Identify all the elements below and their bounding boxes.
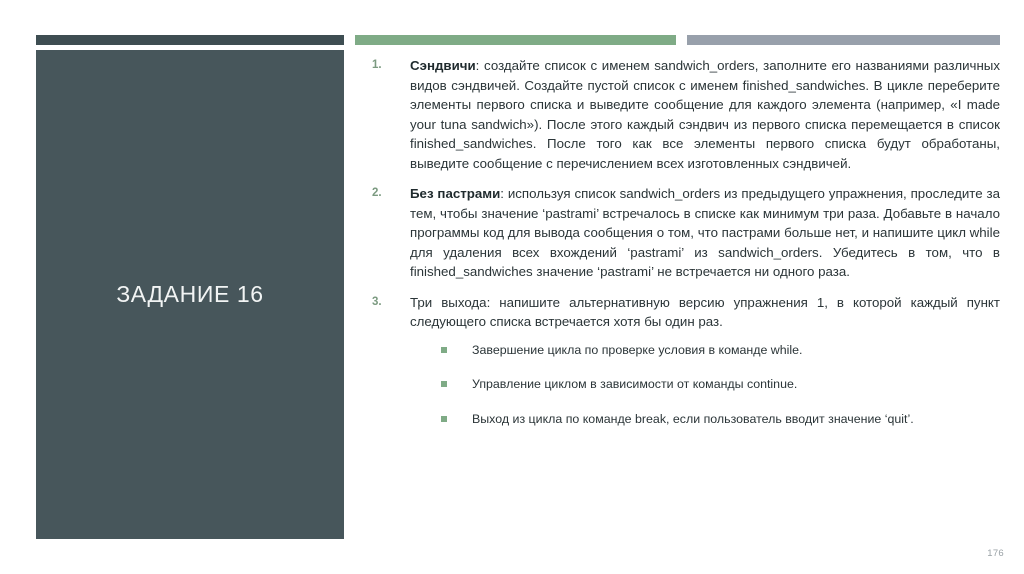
decor-bar-dark <box>36 35 344 45</box>
decor-bar-gray <box>687 35 1000 45</box>
list-item <box>366 184 1000 282</box>
sub-item-text: Завершение цикла по проверке условия в команде while. <box>472 342 803 357</box>
page-title: ЗАДАНИЕ 16 <box>116 280 264 307</box>
title-panel <box>36 50 344 539</box>
sub-bullet-list <box>410 342 1000 428</box>
item-lead: Без пастрами <box>410 186 501 202</box>
sub-list-item <box>410 411 1000 428</box>
list-marker: 1. <box>372 59 382 71</box>
sub-item-text: Выход из цикла по команде break, если пользователь вводит значение ‘quit’. <box>472 411 914 426</box>
list-marker: 3. <box>372 295 382 308</box>
list-item <box>366 293 1000 428</box>
square-bullet-icon <box>441 416 447 422</box>
square-bullet-icon <box>441 381 447 387</box>
sub-item-text: Управление циклом в зависимости от команды continue. <box>472 377 798 392</box>
list-item <box>366 56 1000 173</box>
item-body: : создайте список с именем sandwich_orders, заполните его названиями различных видов сэндвичей. Создайте пустой список с именем finished_sandwiches. В цикле переберите элементы первого списка и выведите сообщение для каждого элемента (например, «I made your tuna sandwich»). После этого каждый сэндвич из первого списка перемещается в список finished_sandwiches. После того как все элементы первого списка будут обработаны, выведите сообщение с перечислением всех изготовленных сэндвичей. <box>410 58 1000 171</box>
decor-bar-green <box>355 35 676 45</box>
item-lead: Сэндвичи <box>410 58 476 73</box>
item-body: : используя список sandwich_orders из предыдущего упражнения, проследите за тем, чтобы значение ‘pastrami’ встречалось в списке как минимум три раза. Добавьте в начало программы код для вывода сообщения о том, что пастрами больше нет, и напишите цикл while для удаления всех вхождений ‘pastrami’ из sandwich_orders. Убедитесь в том, что в finished_sandwiches значение ‘pastrami’ не встречается ни одного раза. <box>410 186 1000 280</box>
sub-list-item <box>410 342 1000 359</box>
page-number: 176 <box>987 548 1004 559</box>
numbered-list <box>366 56 1000 428</box>
sub-list-item <box>410 376 1000 393</box>
item-body: Три выхода: напишите альтернативную версию упражнения 1, в которой каждый пункт следующего списка встречается хотя бы один раз. <box>410 294 1000 330</box>
square-bullet-icon <box>441 347 447 353</box>
list-marker: 2. <box>372 187 382 200</box>
content-column <box>366 56 1000 526</box>
